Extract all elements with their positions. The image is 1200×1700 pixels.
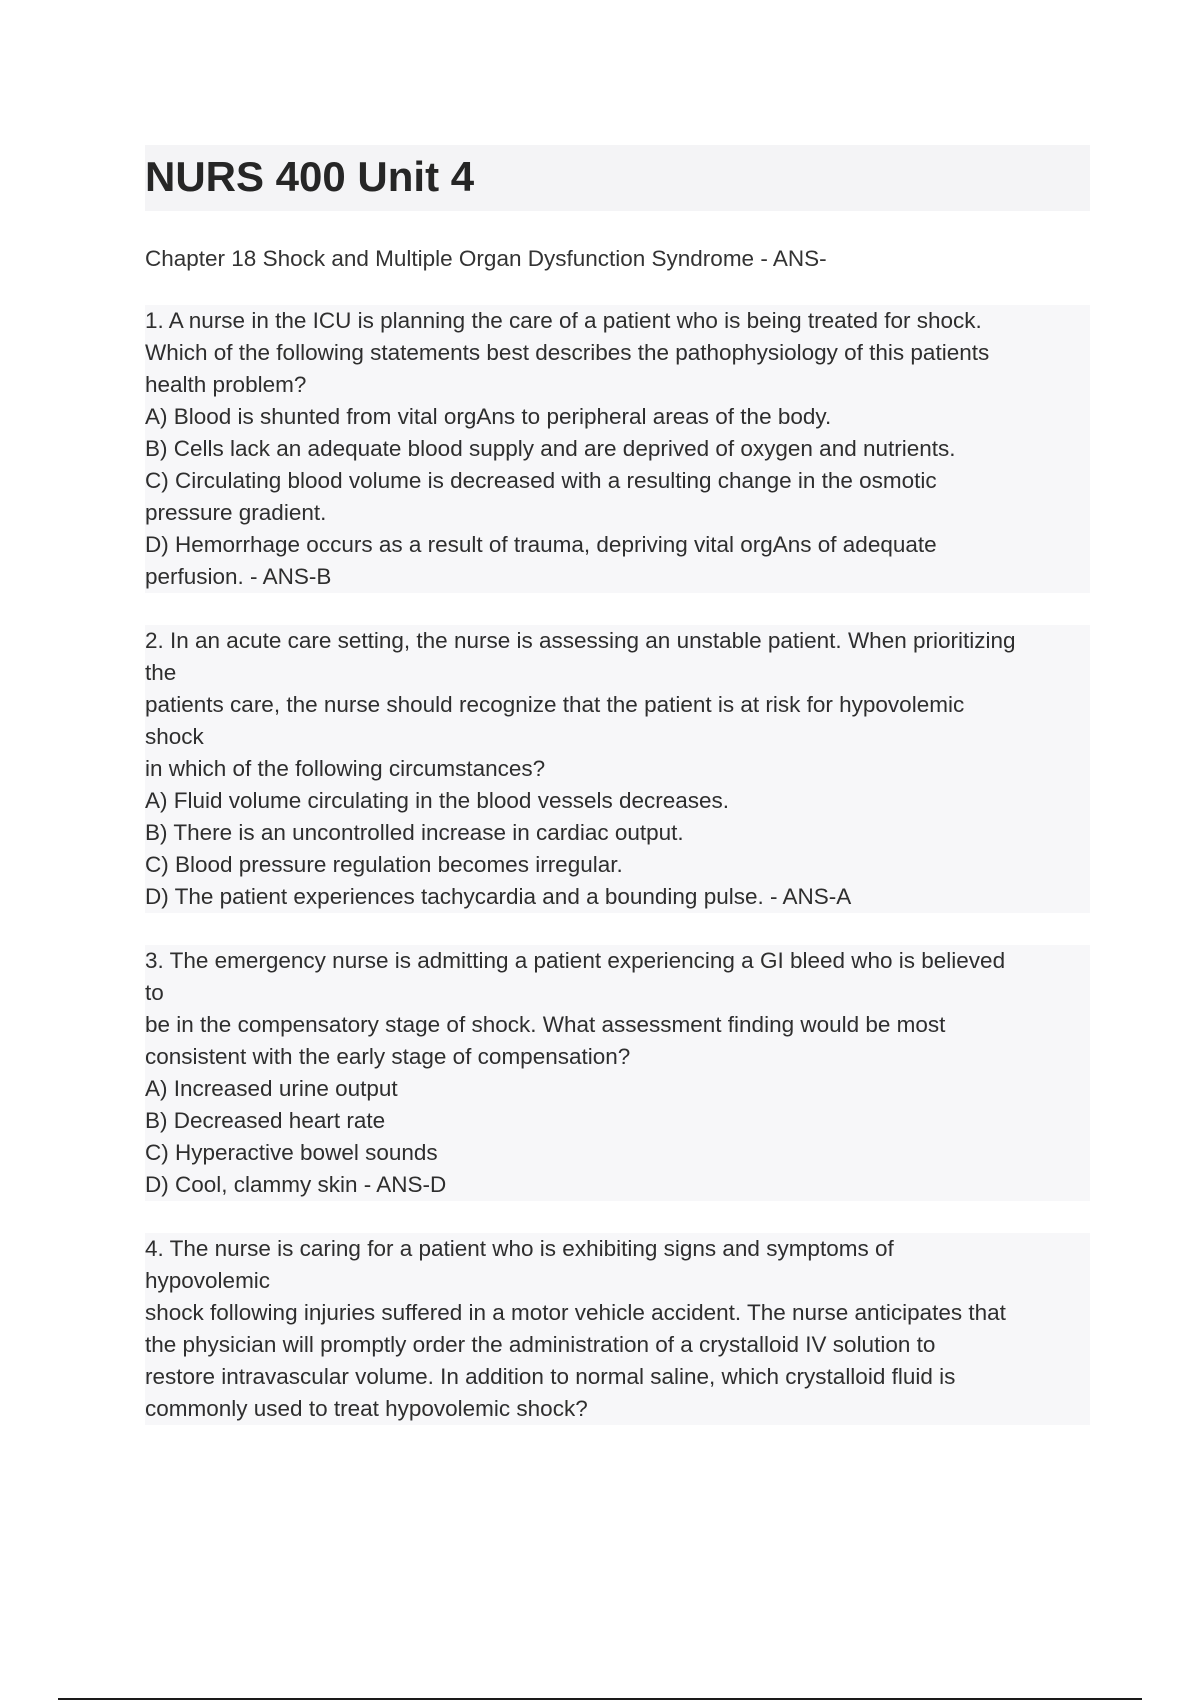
page-title: NURS 400 Unit 4: [145, 153, 475, 200]
question-line: Which of the following statements best describes the pathophysiology of this patients: [145, 337, 1090, 369]
answer-option: B) There is an uncontrolled increase in cardiac output.: [145, 817, 1090, 849]
question-line: be in the compensatory stage of shock. What assessment finding would be most: [145, 1009, 1090, 1041]
question-4: [145, 1233, 1090, 1425]
title-banner: [145, 145, 1090, 211]
document-body: [145, 243, 1090, 1457]
question-line: health problem?: [145, 369, 1090, 401]
answer-key: perfusion. - ANS-B: [145, 561, 1090, 593]
answer-option: A) Increased urine output: [145, 1073, 1090, 1105]
question-line: 3. The emergency nurse is admitting a patient experiencing a GI bleed who is believed: [145, 945, 1090, 977]
question-line: shock following injuries suffered in a motor vehicle accident. The nurse anticipates that: [145, 1297, 1090, 1329]
question-line: hypovolemic: [145, 1265, 1090, 1297]
answer-option: B) Cells lack an adequate blood supply and are deprived of oxygen and nutrients.: [145, 433, 1090, 465]
answer-key: D) The patient experiences tachycardia and a bounding pulse. - ANS-A: [145, 881, 1090, 913]
answer-option: D) Hemorrhage occurs as a result of trauma, depriving vital orgAns of adequate: [145, 529, 1090, 561]
answer-option: pressure gradient.: [145, 497, 1090, 529]
answer-option: C) Hyperactive bowel sounds: [145, 1137, 1090, 1169]
question-line: shock: [145, 721, 1090, 753]
answer-option: A) Blood is shunted from vital orgAns to peripheral areas of the body.: [145, 401, 1090, 433]
question-line: consistent with the early stage of compensation?: [145, 1041, 1090, 1073]
question-1: [145, 305, 1090, 593]
chapter-heading: Chapter 18 Shock and Multiple Organ Dysfunction Syndrome - ANS-: [145, 246, 827, 271]
question-line: to: [145, 977, 1090, 1009]
answer-option: C) Circulating blood volume is decreased with a resulting change in the osmotic: [145, 465, 1090, 497]
question-line: 1. A nurse in the ICU is planning the care of a patient who is being treated for shock.: [145, 305, 1090, 337]
question-line: restore intravascular volume. In addition to normal saline, which crystalloid fluid is: [145, 1361, 1090, 1393]
question-line: commonly used to treat hypovolemic shock?: [145, 1393, 1090, 1425]
question-line: the physician will promptly order the administration of a crystalloid IV solution to: [145, 1329, 1090, 1361]
question-line: the: [145, 657, 1090, 689]
question-line: patients care, the nurse should recognize that the patient is at risk for hypovolemic: [145, 689, 1090, 721]
question-2: [145, 625, 1090, 913]
question-line: in which of the following circumstances?: [145, 753, 1090, 785]
answer-key: D) Cool, clammy skin - ANS-D: [145, 1169, 1090, 1201]
question-line: 4. The nurse is caring for a patient who is exhibiting signs and symptoms of: [145, 1233, 1090, 1265]
question-line: 2. In an acute care setting, the nurse is assessing an unstable patient. When prioritizing: [145, 625, 1090, 657]
answer-option: A) Fluid volume circulating in the blood vessels decreases.: [145, 785, 1090, 817]
answer-option: C) Blood pressure regulation becomes irregular.: [145, 849, 1090, 881]
question-3: [145, 945, 1090, 1201]
answer-option: B) Decreased heart rate: [145, 1105, 1090, 1137]
